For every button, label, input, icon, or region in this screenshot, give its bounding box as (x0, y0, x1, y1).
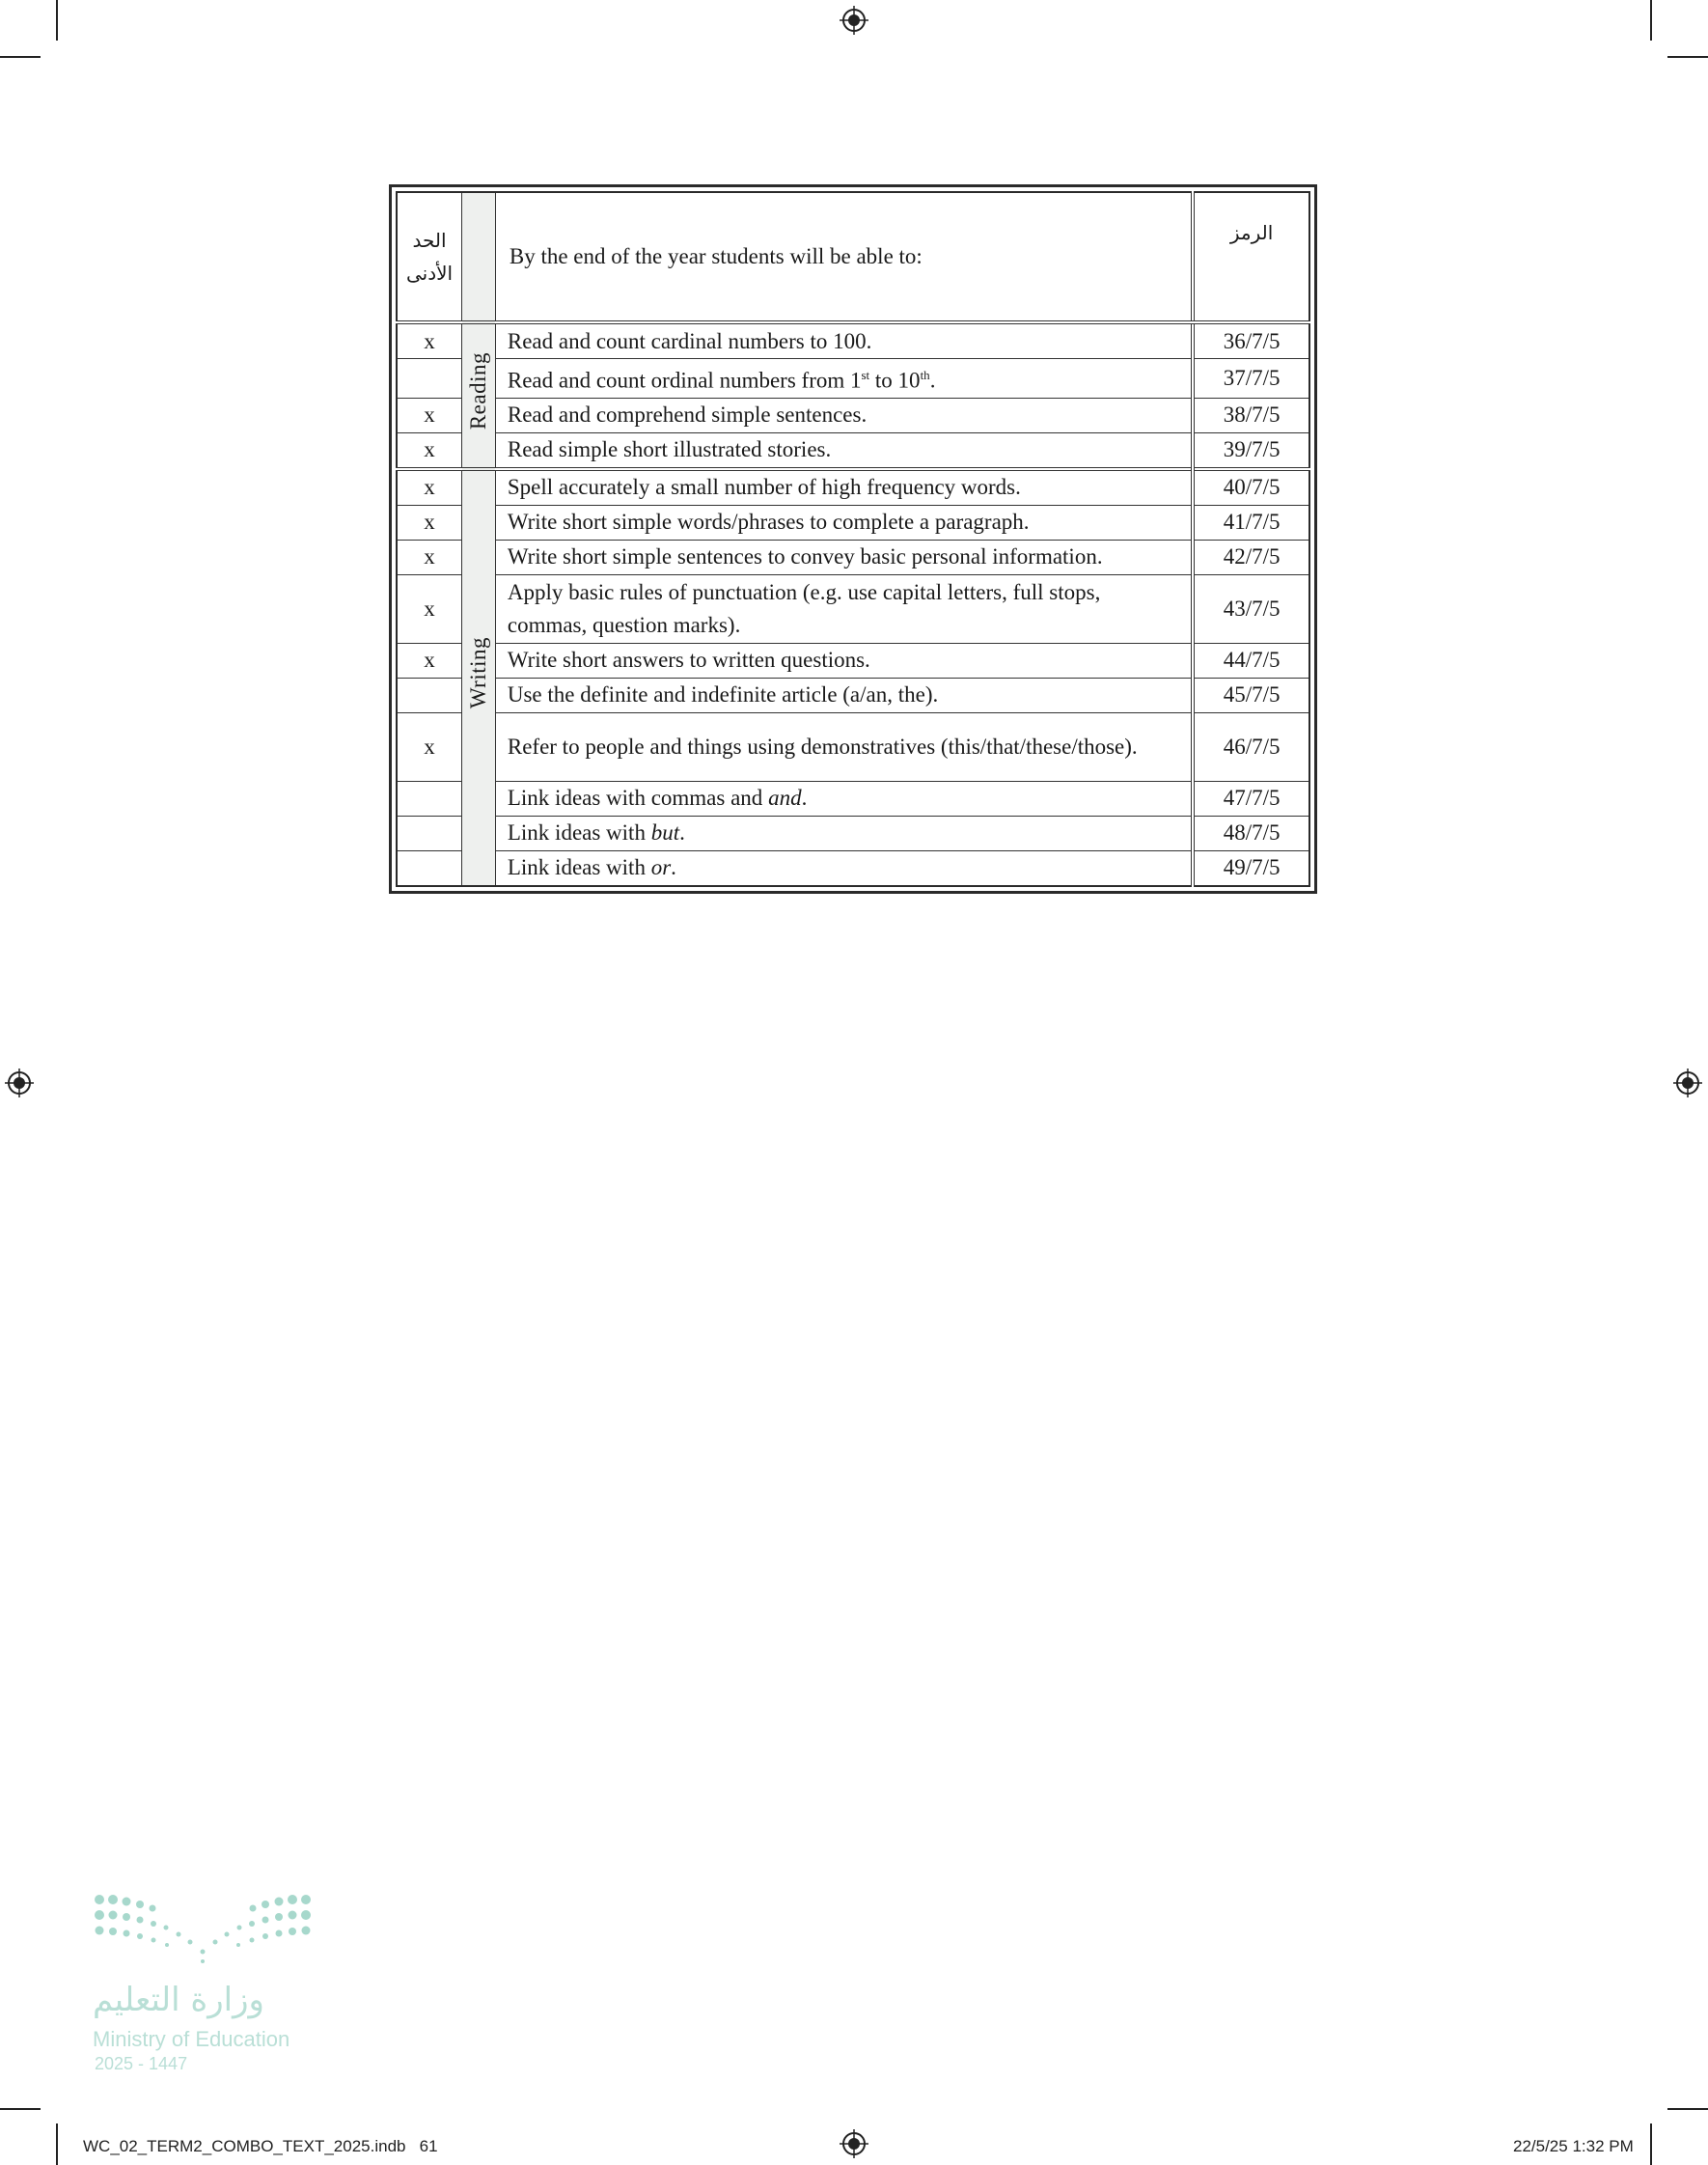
code-header-label: الرمز (1229, 221, 1274, 244)
min-mark-cell: x (397, 432, 462, 469)
min-mark-cell (397, 850, 462, 886)
crop-mark (56, 2123, 58, 2165)
outcome-text: Link ideas with commas and and. (495, 781, 1193, 816)
table-row (397, 359, 1309, 399)
min-mark-cell: x (397, 574, 462, 643)
skill-label: Writing (466, 637, 491, 709)
min-mark-cell: x (397, 469, 462, 506)
table-row (397, 850, 1309, 886)
skill-label: Reading (466, 351, 491, 430)
crop-mark (1667, 2108, 1708, 2110)
outcome-text: Read and comprehend simple sentences. (495, 398, 1193, 432)
table-row (397, 643, 1309, 678)
min-mark-cell: x (397, 540, 462, 574)
outcome-code: 37/7/5 (1193, 359, 1309, 399)
crop-mark (1650, 0, 1652, 41)
table-row (397, 469, 1309, 506)
min-mark-cell (397, 678, 462, 712)
outcome-code: 47/7/5 (1193, 781, 1309, 816)
outcome-code: 40/7/5 (1193, 469, 1309, 506)
outcome-text: Refer to people and things using demonstratives (this/that/these/those). (495, 712, 1193, 781)
outcome-text: Read and count ordinal numbers from 1st to 10th. (495, 359, 1193, 399)
learning-outcomes-table (396, 191, 1310, 887)
footer-timestamp: 22/5/25 1:32 PM (1513, 2137, 1634, 2155)
outcome-code: 49/7/5 (1193, 850, 1309, 886)
skill-header-blank (462, 192, 496, 322)
registration-mark-icon (840, 6, 868, 35)
table-header-row (397, 192, 1309, 322)
footer-page-number: 61 (419, 2137, 438, 2155)
description-header: By the end of the year students will be able to: (495, 192, 1193, 322)
ministry-logo-icon (92, 1892, 314, 1969)
table-row (397, 781, 1309, 816)
min-header-label: الحد الأدنى (405, 229, 454, 285)
table-row (397, 540, 1309, 574)
outcome-code: 42/7/5 (1193, 540, 1309, 574)
table-body (397, 322, 1309, 886)
footer-file-name: WC_02_TERM2_COMBO_TEXT_2025.indb (83, 2137, 406, 2155)
outcome-text: Link ideas with but. (495, 816, 1193, 850)
min-mark-cell (397, 816, 462, 850)
min-mark-cell: x (397, 505, 462, 540)
min-mark-cell: x (397, 398, 462, 432)
outcome-text: Read simple short illustrated stories. (495, 432, 1193, 469)
outcome-text: Write short simple words/phrases to complete a paragraph. (495, 505, 1193, 540)
registration-mark-icon (840, 2129, 868, 2158)
outcome-text: Write short answers to written questions. (495, 643, 1193, 678)
table-row (397, 505, 1309, 540)
outcome-code: 38/7/5 (1193, 398, 1309, 432)
table-row (397, 574, 1309, 643)
outcome-code: 36/7/5 (1193, 322, 1309, 359)
outcome-text: Link ideas with or. (495, 850, 1193, 886)
outcome-code: 48/7/5 (1193, 816, 1309, 850)
crop-mark (0, 2108, 41, 2110)
min-mark-cell: x (397, 643, 462, 678)
outcome-text: Spell accurately a small number of high frequency words. (495, 469, 1193, 506)
min-mark-cell: x (397, 322, 462, 359)
table-row (397, 816, 1309, 850)
logo-year: 2025 - 1447 (95, 2054, 188, 2073)
min-mark-cell: x (397, 712, 462, 781)
crop-mark (0, 56, 41, 58)
table-row (397, 712, 1309, 781)
min-mark-cell (397, 781, 462, 816)
outcome-code: 41/7/5 (1193, 505, 1309, 540)
registration-mark-icon (5, 1069, 34, 1097)
skill-writing-cell (462, 469, 496, 886)
crop-mark (1650, 2123, 1652, 2165)
outcome-text: Use the definite and indefinite article (a/an, the). (495, 678, 1193, 712)
table-row (397, 322, 1309, 359)
outcome-code: 39/7/5 (1193, 432, 1309, 469)
table-row (397, 678, 1309, 712)
outcome-text: Write short simple sentences to convey basic personal information. (495, 540, 1193, 574)
outcome-code: 45/7/5 (1193, 678, 1309, 712)
table-row (397, 432, 1309, 469)
footer-file-info (83, 2137, 438, 2156)
outcome-code: 44/7/5 (1193, 643, 1309, 678)
skill-reading-cell (462, 322, 496, 469)
min-header (397, 192, 462, 322)
logo-english-name: Ministry of Education (93, 2027, 290, 2051)
outcome-code: 46/7/5 (1193, 712, 1309, 781)
logo-arabic-name: وزارة التعليم (93, 1981, 264, 2019)
crop-mark (56, 0, 58, 41)
outcome-text: Read and count cardinal numbers to 100. (495, 322, 1193, 359)
code-header (1193, 192, 1309, 322)
min-mark-cell (397, 359, 462, 399)
outcome-code: 43/7/5 (1193, 574, 1309, 643)
outcome-text: Apply basic rules of punctuation (e.g. use capital letters, full stops, commas, question marks). (495, 574, 1193, 643)
crop-mark (1667, 56, 1708, 58)
registration-mark-icon (1673, 1069, 1702, 1097)
table-row (397, 398, 1309, 432)
